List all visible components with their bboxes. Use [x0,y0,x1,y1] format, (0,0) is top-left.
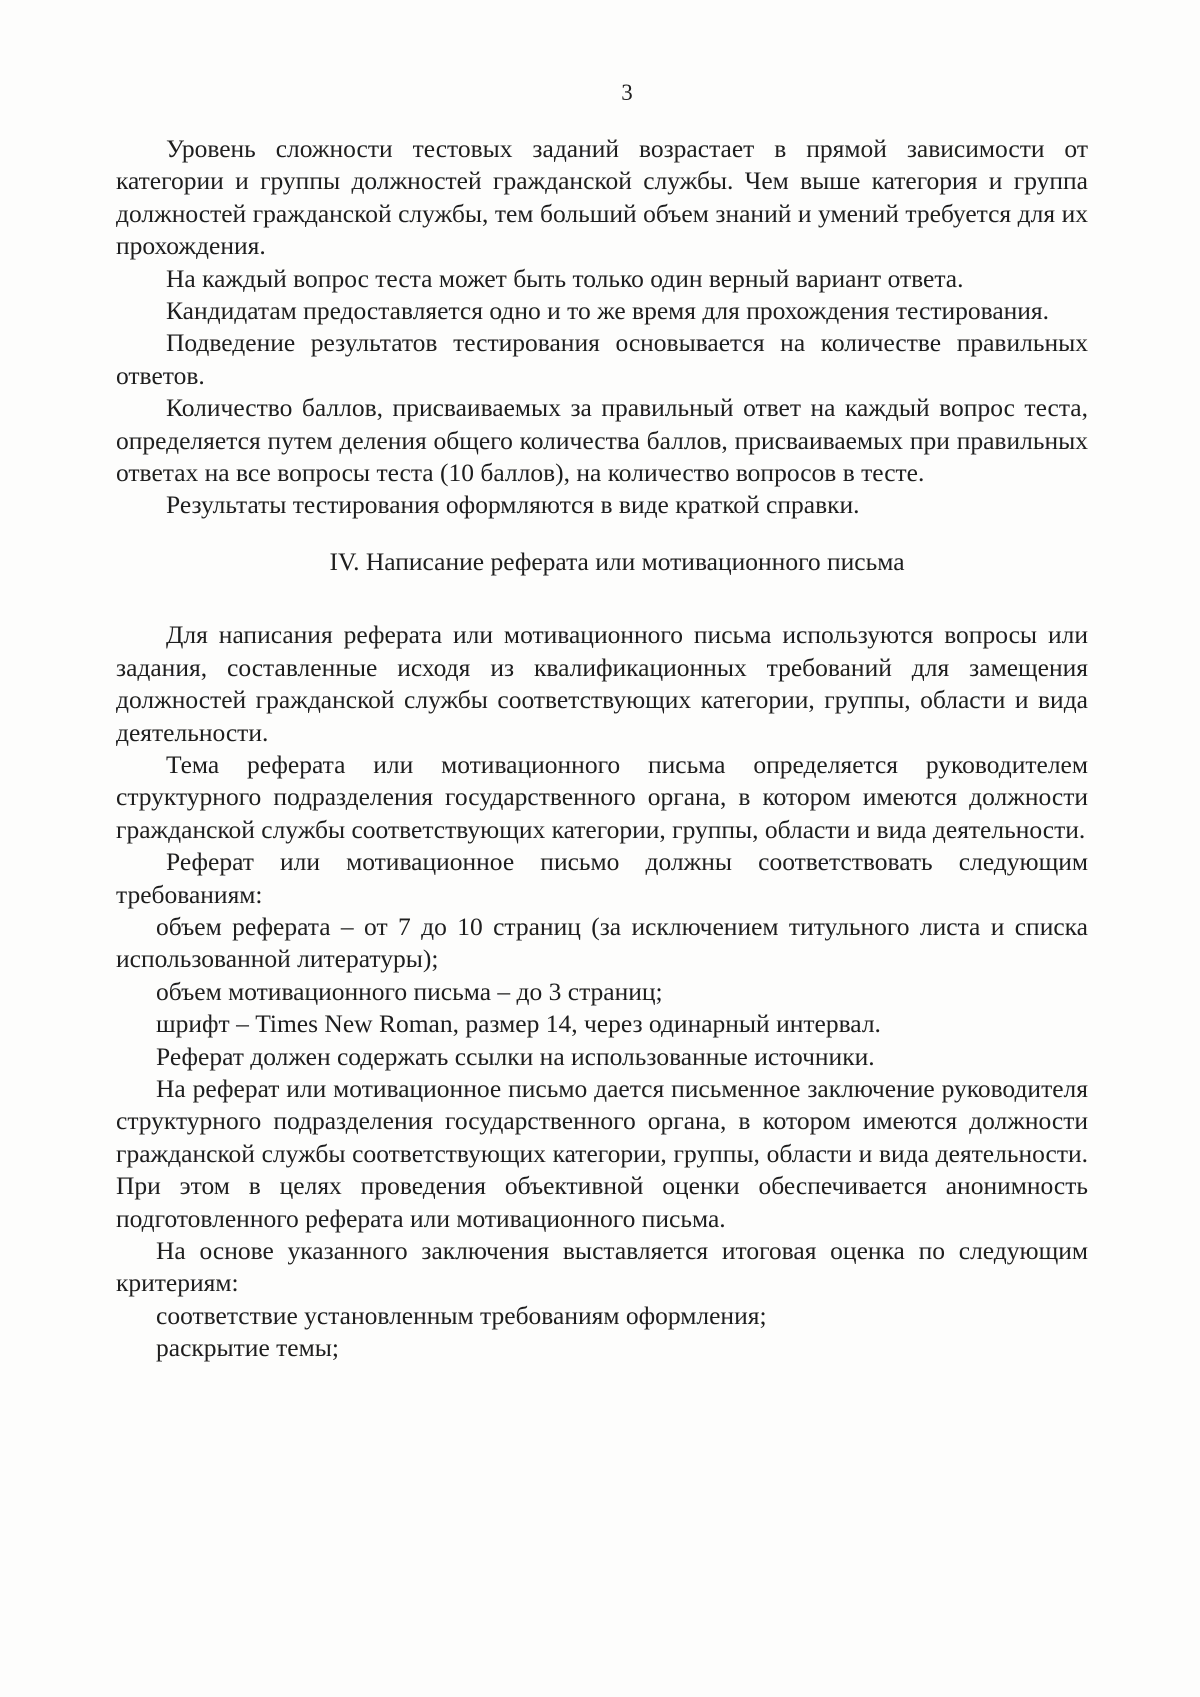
page-number: 3 [621,80,633,105]
paragraph-essay-topic: Тема реферата или мотивационного письма определяется руководителем структурного подразделения государственного органа, в котором имеются должности гражданской службы соответствующих категории, группы, области и вида деятельности. [116,749,1088,844]
paragraph-results-basis: Подведение результатов тестирования основывается на количестве правильных ответов. [116,328,1088,390]
paragraph-requirements-intro: Реферат или мотивационное письмо должны соответствовать следующим требованиям: [116,847,1088,909]
list-item-formatting: соответствие установленным требованиям оформления; [156,1300,767,1330]
list-item-letter-volume: объем мотивационного письма – до 3 страниц; [156,976,663,1006]
paragraph-equal-time: Кандидатам предоставляется одно и то же время для прохождения тестирования. [166,296,1050,326]
section-heading: IV. Написание реферата или мотивационного письма [329,546,905,576]
list-item-font: шрифт – Times New Roman, размер 14, через одинарный интервал. [156,1009,881,1039]
paragraph-references: Реферат должен содержать ссылки на использованные источники. [156,1041,875,1071]
list-item-topic-coverage: раскрытие темы; [156,1333,339,1363]
list-item-essay-volume: объем реферата – от 7 до 10 страниц (за исключением титульного листа и списка использованной литературы); [116,911,1088,974]
paragraph-results-form: Результаты тестирования оформляются в виде краткой справки. [166,490,860,520]
paragraph-conclusion: На реферат или мотивационное письмо дается письменное заключение руководителя структурного подразделения государственного органа, в котором имеются должности гражданской службы соответствующих категории, группы, области и вида деятельности. При этом в целях проведения объективной оценки обеспечивается анонимность подготовленного реферата или мотивационного письма. [116,1073,1088,1233]
paragraph-essay-questions: Для написания реферата или мотивационного письма используются вопросы или задания, составленные исходя из квалификационных требований для замещения должностей гражданской службы соответствующих категории, группы, области и вида деятельности. [116,620,1088,747]
paragraph-single-answer: На каждый вопрос теста может быть только один верный вариант ответа. [166,263,964,293]
paragraph-difficulty: Уровень сложности тестовых заданий возрастает в прямой зависимости от категории и группы должностей гражданской службы. Чем выше категория и группа должностей гражданской службы, тем больший объем знаний и умений требуется для их прохождения. [116,134,1088,261]
paragraph-points: Количество баллов, присваиваемых за правильный ответ на каждый вопрос теста, определяется путем деления общего количества баллов, присваиваемых при правильных ответах на все вопросы теста (10 баллов), на количество вопросов в тесте. [116,393,1088,488]
paragraph-criteria-intro: На основе указанного заключения выставляется итоговая оценка по следующим критериям: [116,1236,1088,1298]
